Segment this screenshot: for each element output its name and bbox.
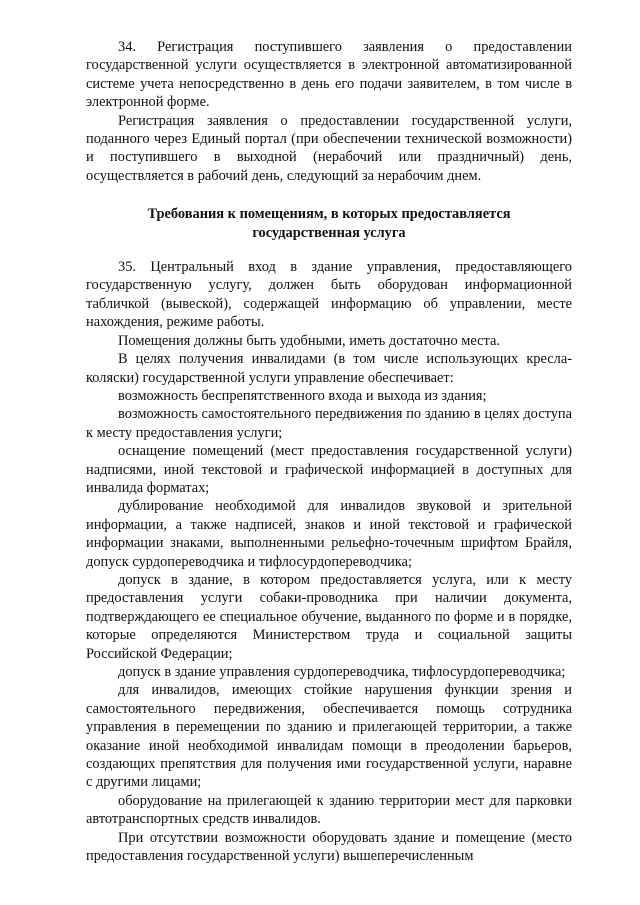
paragraph-premises-space: Помещения должны быть удобными, иметь достаточно места.	[118, 332, 500, 349]
paragraph-registration-portal: Регистрация заявления о предоставлении государственной услуги, поданного через Единый портал (при обеспечении технической возможности) и поступившего в выходной (нерабочий или праздничный) день, осуществляется в рабочий день, следующий за нерабочим днем.	[86, 112, 572, 184]
list-item-parking: оборудование на прилегающей к зданию территории мест для парковки автотранспортных средств инвалидов.	[86, 792, 572, 828]
paragraph-35: 35. Центральный вход в здание управления, предоставляющего государственную услугу, должен быть оборудован информационной табличкой (вывеской), содержащей информацию об управлении, месте нахождения, режиме работы.	[86, 259, 572, 331]
list-item-staff-assistance: для инвалидов, имеющих стойкие нарушения функции зрения и самостоятельного передвижения, обеспечивается помощь сотрудника управления в перемещении по зданию и прилегающей территории, а также оказание иной необходимой инвалидам помощи в преодолении барьеров, создающих препятствия для получения ими государственной услуги, наравне с другими лицами;	[86, 682, 572, 791]
list-item-signage: оснащение помещений (мест предоставления государственной услуги) надписями, иной текстовой и графической информацией в доступных для инвалида форматах;	[86, 443, 572, 496]
paragraph-disabled-intro: В целях получения инвалидами (в том числе использующих кресла-коляски) государственной услуги управление обеспечивает:	[86, 351, 572, 386]
section-heading-premises: Требования к помещениям, в которых предоставляется государственная услуга	[147, 206, 511, 241]
list-item-braille: дублирование необходимой для инвалидов звуковой и зрительной информации, а также надписей, знаков и иной текстовой и графической информации знаками, выполненными рельефно-точечным шрифтом Брайля, допуск сурдопереводчика и тифлосурдопереводчика;	[86, 498, 572, 570]
list-item-movement: возможность самостоятельного передвижения по зданию в целях доступа к месту предоставления услуги;	[86, 406, 572, 441]
list-item-guide-dog: допуск в здание, в котором предоставляется услуга, или к месту предоставления услуги собаки-проводника при наличии документа, подтверждающего ее специальное обучение, выданного по форме и в порядке, которые определяются Министерством труда и социальной защиты Российской Федерации;	[86, 571, 572, 662]
paragraph-no-possibility: При отсутствии возможности оборудовать здание и помещение (место предоставления государственной услуги) вышеперечисленным	[86, 829, 572, 865]
paragraph-34: 34. Регистрация поступившего заявления о предоставлении государственной услуги осуществляется в электронной автоматизированной системе учета непосредственно в день его подачи заявителем, в том числе в электронной форме.	[86, 39, 572, 111]
list-item-entry-exit: возможность беспрепятственного входа и выхода из здания;	[118, 387, 487, 404]
document-page	[86, 38, 572, 865]
list-item-interpreter: допуск в здание управления сурдопереводчика, тифлосурдопереводчика;	[118, 664, 566, 680]
